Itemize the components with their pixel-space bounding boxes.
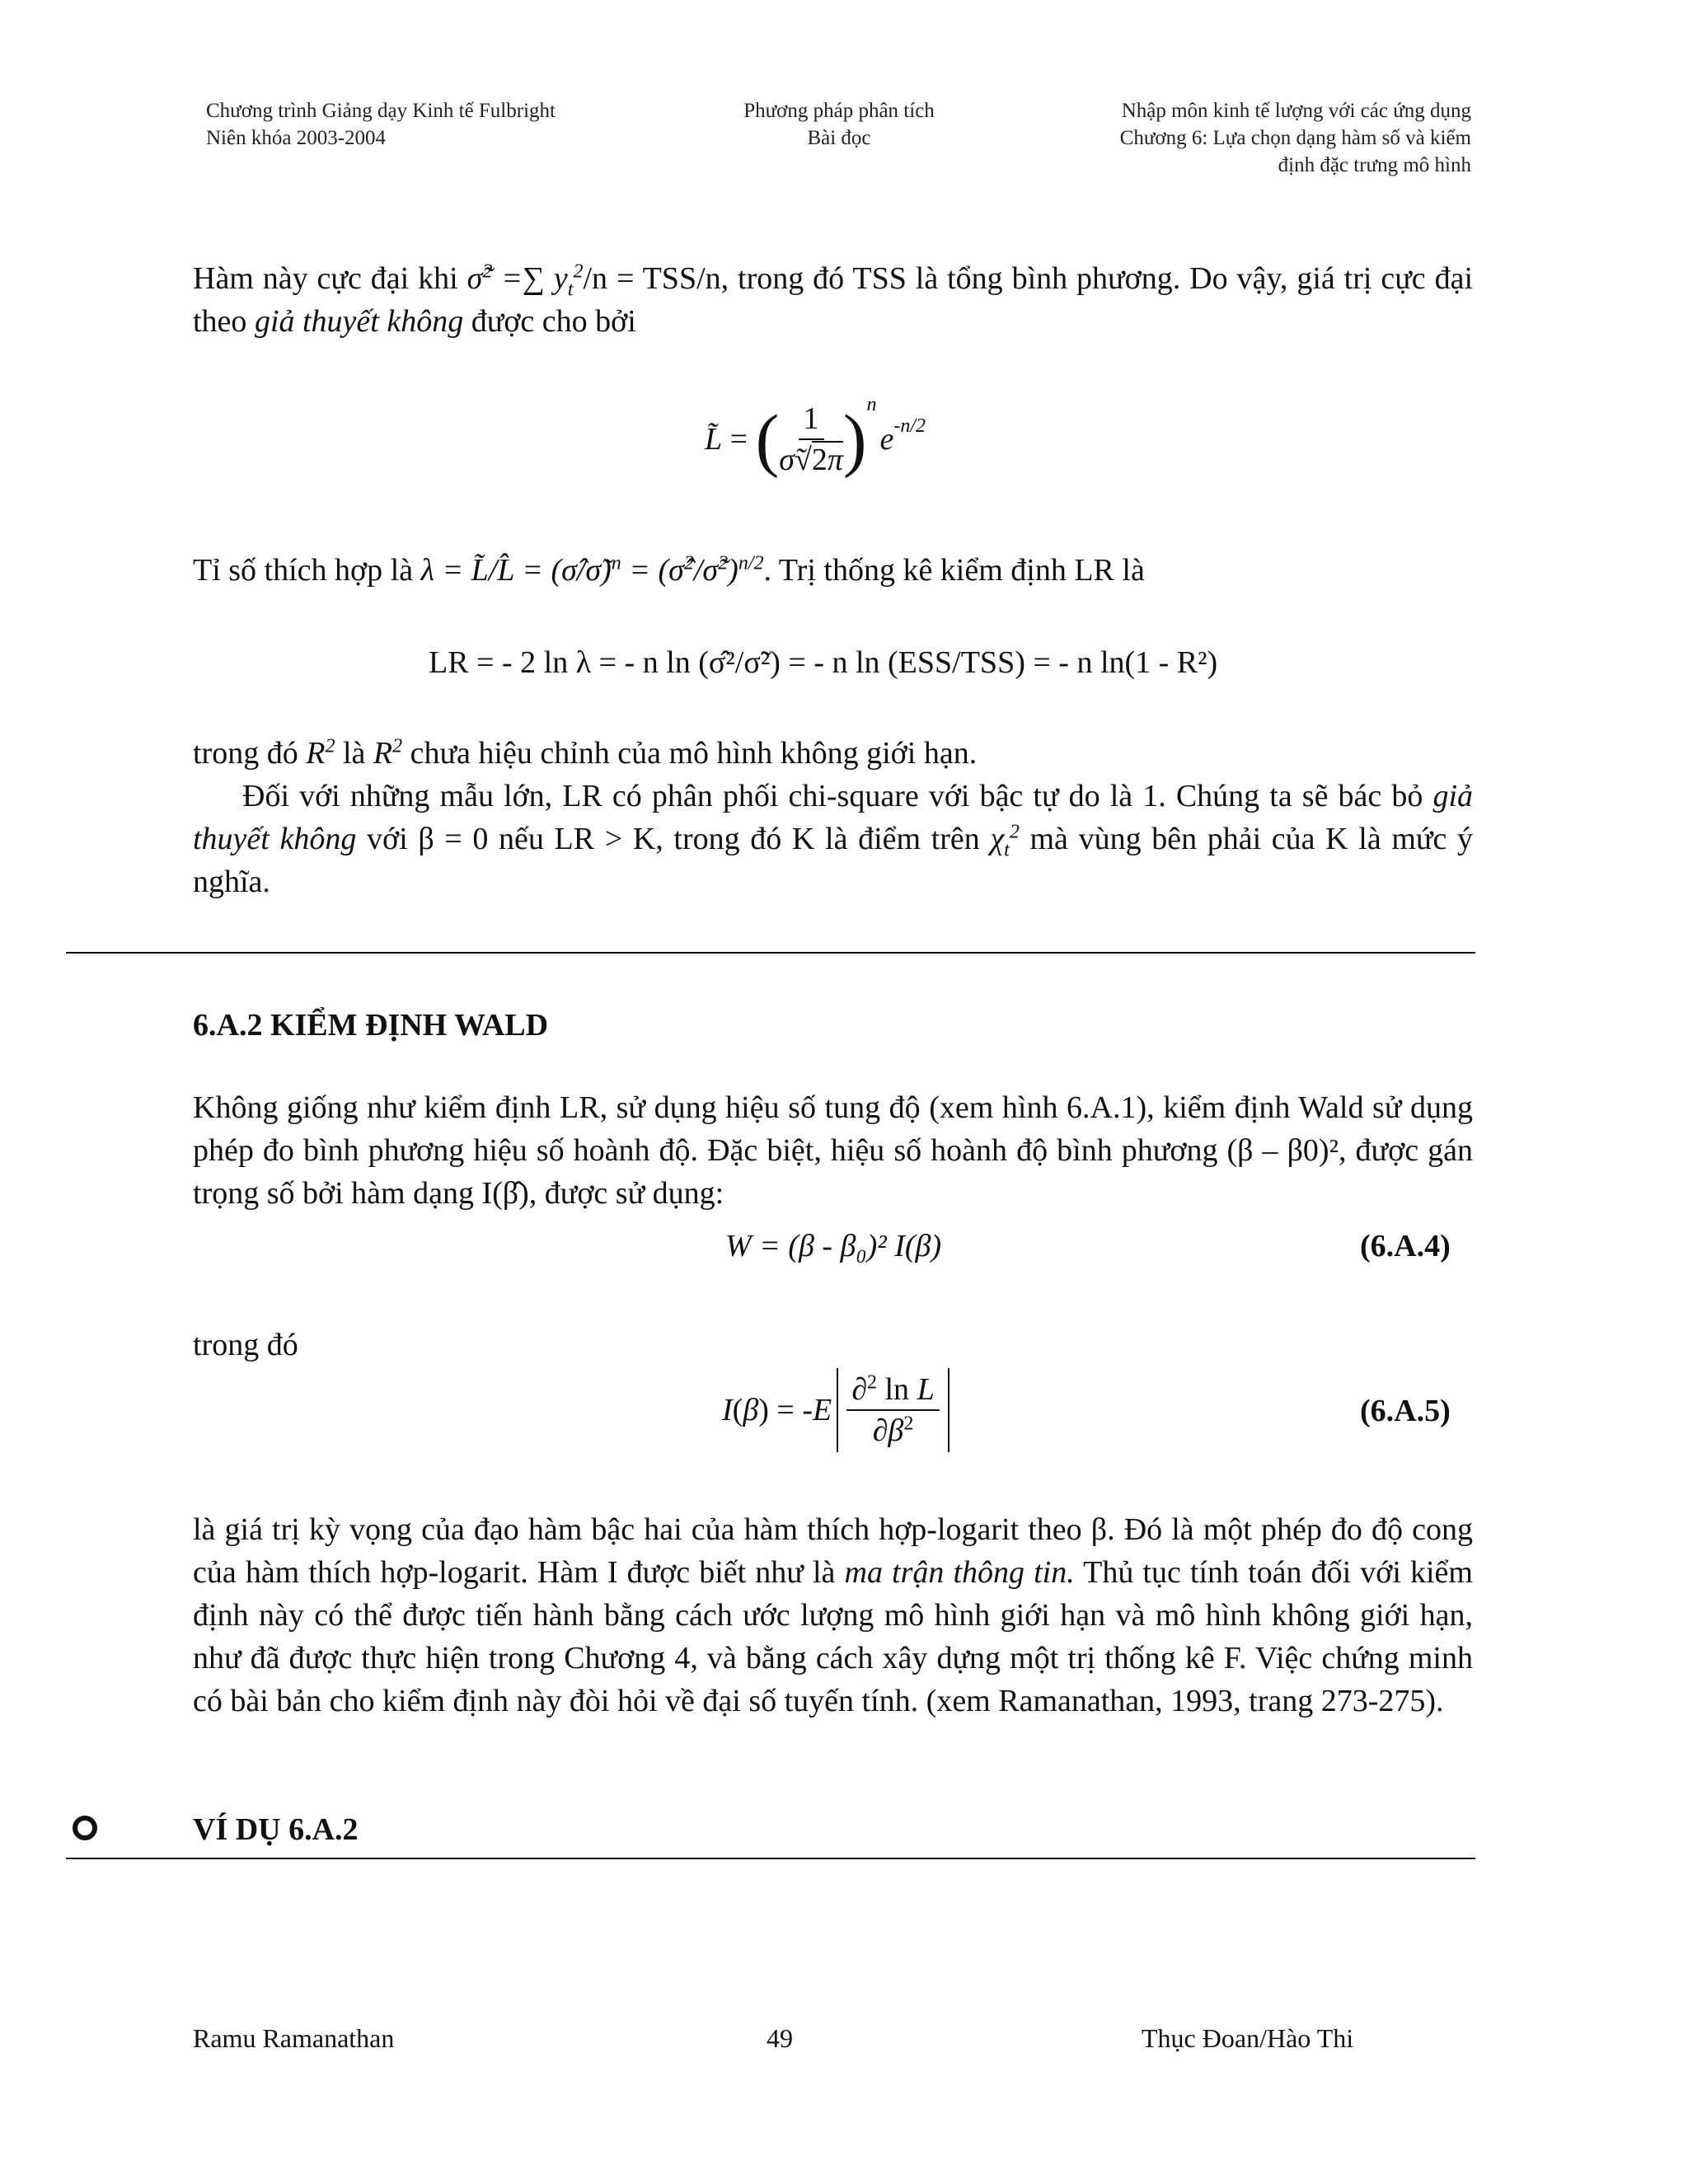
chi-square-symbol: $\chi_t^2$ [990, 821, 1020, 861]
paragraph-information-matrix: là giá trị kỳ vọng của đạo hàm bậc hai của hàm thích hợp-logarit theo β. Đó là một phép đo độ cong của hàm thích hợp-logarit. Hàm I được biết như là ma trận thông tin. Thủ tục tính toán đối với kiểm định này có thể được tiến hành bằng cách ước lượng mô hình giới hạn và mô hình không giới hạn, như đã được thực hiện trong Chương 4, và bằng cách xây dựng một trị thống kê F. Việc chứng minh có bài bản cho kiểm định này đòi hỏi về đại số tuyến tính. (xem Ramanathan, 1993, trang 273-275). [193, 1512, 1473, 1718]
page-number: 49 [767, 2023, 793, 2053]
equation-label-6a4: (6.A.4) [1360, 1229, 1451, 1263]
example-divider [66, 1858, 1475, 1859]
footer-author: Ramu Ramanathan [193, 2023, 395, 2053]
section-divider [66, 952, 1475, 954]
header-book: Nhập môn kinh tế lượng với các ứng dụng [1121, 100, 1471, 122]
section-heading: 6.A.2 KIỂM ĐỊNH WALD [193, 1008, 549, 1043]
paragraph-where: trong đó [193, 1328, 298, 1362]
example-heading: VÍ DỤ 6.A.2 [193, 1812, 359, 1847]
header-year: Niên khóa 2003-2004 [206, 127, 387, 149]
header-reading: Bài đọc [807, 127, 871, 149]
paragraph-likelihood-ratio: Tỉ số thích hợp là λ = L̃/L̂ = (σ̂/σ̃)$^n$ = (σ̂$^2$/σ̃$^2$)$^{n/2}$. Trị thống kê kiểm định LR là [193, 552, 1145, 588]
paragraph-chi-square: Đối với những mẫu lớn, LR có phân phối chi-square với bậc tự do là 1. Chúng ta sẽ bác bỏ giả thuyết không với β = 0 nếu LR > K, trong đó K là điểm trên $\chi_t^2$ mà vùng bên phải của K là mức ý nghĩa. [193, 779, 1474, 899]
header-chapter: Chương 6: Lựa chọn dạng hàm số và kiểm [1119, 127, 1471, 149]
equation-label-6a5: (6.A.5) [1360, 1394, 1451, 1428]
equation-wald: W = (β - β₀)² I(β) [725, 1229, 942, 1263]
equation-lr: LR = - 2 ln λ = - n ln (σ̂²/σ̃²) = - n ln (ESS/TSS) = - n ln(1 - R²) [429, 645, 1218, 680]
header-method: Phương pháp phân tích [743, 100, 935, 122]
circle-bullet-icon [73, 1816, 97, 1840]
header-left [206, 97, 556, 152]
paragraph-max-likelihood: Hàm này cực đại khi σ̃$^2$ =∑ $y_t^2/n = TSS/n$, trong đó TSS là tổng bình phương. Do vậy, giá trị cực đại theo giả thuyết không được cho bởi [193, 260, 1474, 339]
paragraph-r-squared: trong đó $R^2$ là $R^2$ chưa hiệu chỉnh của mô hình không giới hạn. [193, 735, 978, 771]
lambda-formula: λ = L̃/L̂ = (σ̂/σ̃)$^n$ = (σ̂$^2$/σ̃$^2$)$^{n/2}$ [420, 552, 764, 588]
header-chapter-cont: định đặc trưng mô hình [1278, 154, 1471, 176]
header-middle [715, 97, 963, 152]
sigma-tilde-formula: σ̃$^2$ =∑ $y_t^2$ [467, 260, 584, 301]
header-program: Chương trình Giảng dạy Kinh tế Fulbright [206, 100, 556, 122]
equation-information: I ( β ) = - E $\frac{\partial^2 \ln L}{\partial\beta^2}$ [722, 1368, 950, 1452]
paragraph-wald-intro: Không giống như kiểm định LR, sử dụng hiệu số tung độ (xem hình 6.A.1), kiểm định Wald sử dụng phép đo bình phương hiệu số hoành độ. Đặc biệt, hiệu số hoành độ bình phương (β – β0)², được gán trọng số bởi hàm dạng I(β̂), được sử dụng: [193, 1090, 1473, 1211]
header-right [989, 97, 1471, 179]
equation-l-tilde: L̃ = ( $\frac{1}{\sigmã√2\pi}$ ) n e -n/2 [705, 393, 926, 479]
footer-translators: Thục Đoan/Hào Thi [1142, 2023, 1354, 2053]
